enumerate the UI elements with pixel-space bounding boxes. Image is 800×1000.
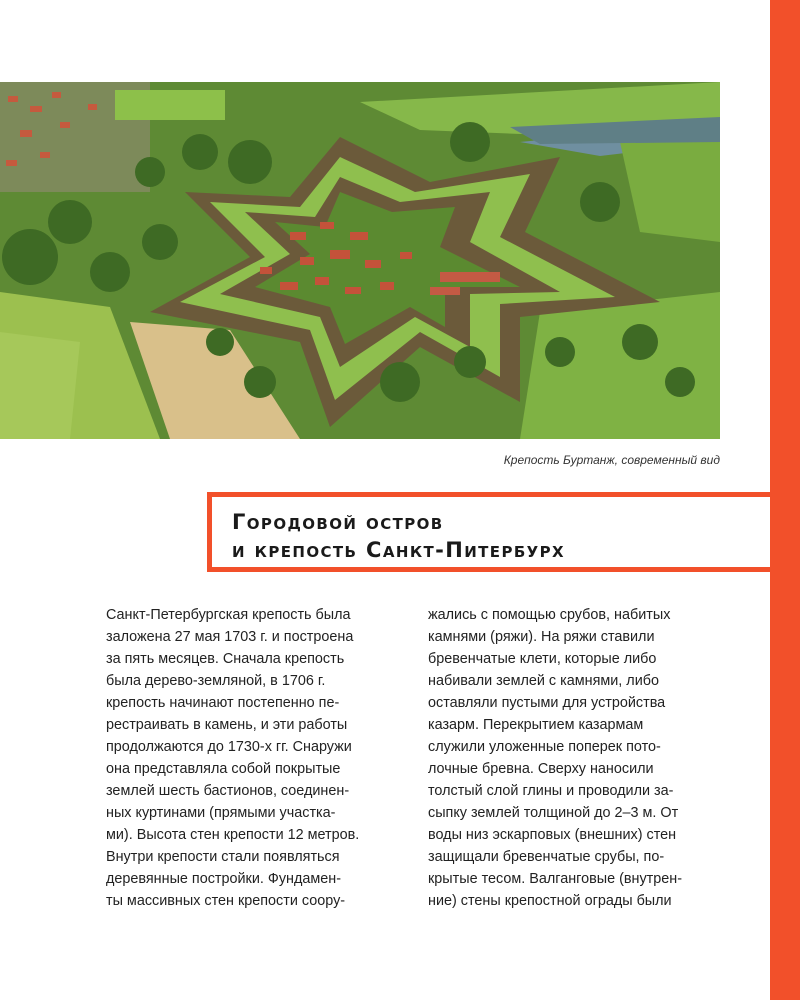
- fortress-aerial-photo: [0, 82, 720, 439]
- page-edge-accent-strip: [770, 0, 800, 1000]
- text-line: оставляли пустыми для устройства: [428, 695, 666, 711]
- text-line: лочные бревна. Сверху наносили: [428, 761, 654, 777]
- text-line: служили уложенные поперек пото-: [428, 739, 661, 755]
- text-line: продолжаются до 1730-х гг. Снаружи: [106, 739, 352, 755]
- text-line: воды низ эскарповых (внешних) стен: [428, 827, 677, 843]
- text-line: толстый слой глины и проводили за-: [428, 783, 674, 799]
- body-column-left: [106, 604, 406, 912]
- text-line: рестраивать в камень, и эти работы: [106, 717, 348, 733]
- text-line: ты массивных стен крепости соору-: [106, 893, 346, 909]
- text-line: набивали землей с камнями, либо: [428, 673, 659, 689]
- photo-caption: Крепость Буртанж, современный вид: [503, 453, 720, 467]
- text-line: жались с помощью срубов, набитых: [428, 607, 671, 623]
- text-line: камнями (ряжи). На ряжи ставили: [428, 629, 655, 645]
- text-line: ми). Высота стен крепости 12 метров.: [106, 827, 360, 843]
- section-heading-line-1: Городовой остров: [232, 510, 444, 534]
- text-line: землей шесть бастионов, соединен-: [106, 783, 350, 799]
- aerial-fortress-photo-icon: [0, 82, 720, 439]
- section-heading: [232, 508, 565, 564]
- text-line: сыпку землей толщиной до 2–3 м. От: [428, 805, 679, 821]
- text-line: Внутри крепости стали появляться: [106, 849, 340, 865]
- text-line: защищали бревенчатые срубы, по-: [428, 849, 665, 865]
- text-line: казарм. Перекрытием казармам: [428, 717, 644, 733]
- text-line: ние) стены крепостной ограды были: [428, 893, 672, 909]
- text-line: бревенчатые клети, которые либо: [428, 651, 657, 667]
- text-line: крытые тесом. Валганговые (внутрен-: [428, 871, 682, 887]
- body-column-right: [428, 604, 728, 912]
- text-line: за пять месяцев. Сначала крепость: [106, 651, 345, 667]
- text-line: ных куртинами (прямыми участка-: [106, 805, 336, 821]
- text-line: заложена 27 мая 1703 г. и построена: [106, 629, 354, 645]
- section-heading-line-2: и крепость Санкт-Питербурх: [232, 538, 565, 562]
- text-line: крепость начинают постепенно пе-: [106, 695, 340, 711]
- text-line: была дерево-земляной, в 1706 г.: [106, 673, 326, 689]
- text-line: деревянные постройки. Фундамен-: [106, 871, 342, 887]
- text-line: она представляла собой покрытые: [106, 761, 341, 777]
- text-line: Санкт-Петербургская крепость была: [106, 607, 351, 623]
